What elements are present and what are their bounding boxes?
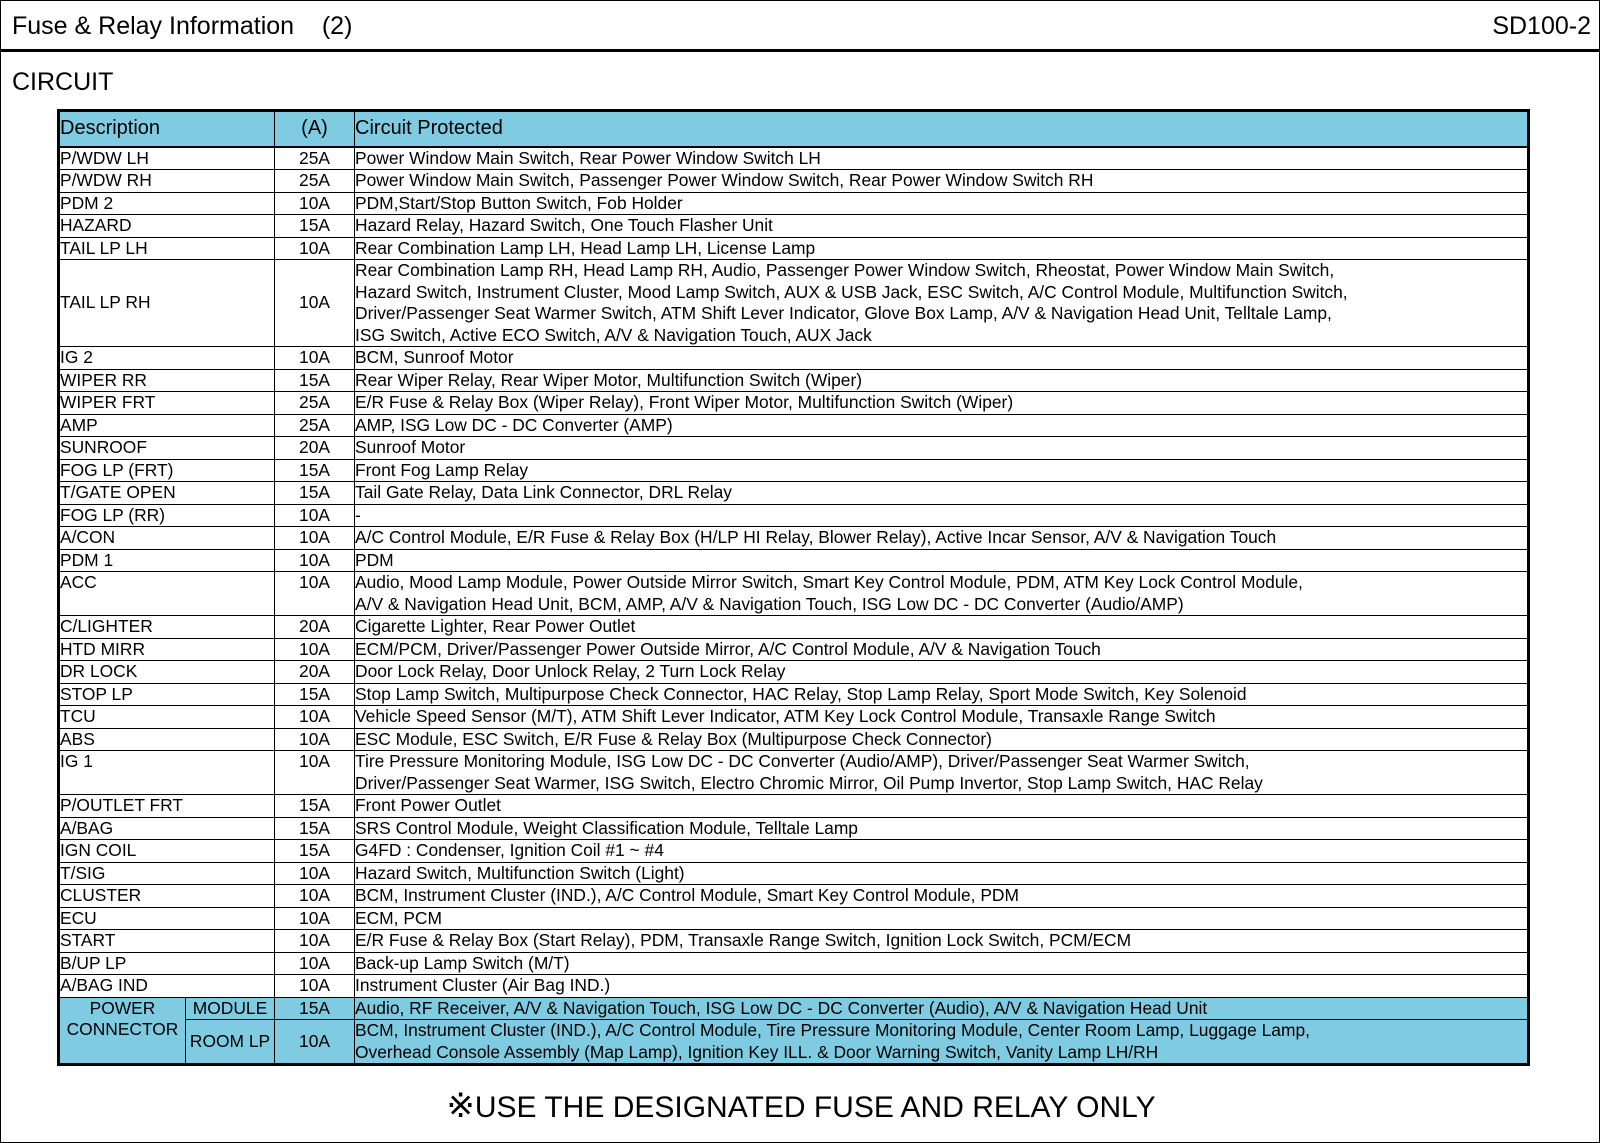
- circuit-protected: [355, 414, 1529, 437]
- circuit-line: Stop Lamp Switch, Multipurpose Check Connector, HAC Relay, Stop Lamp Relay, Sport Mode Switch, Key Solenoid: [355, 683, 1247, 704]
- fuse-amperage: 10A: [275, 638, 355, 661]
- table-row: [59, 414, 1529, 437]
- circuit-protected: [355, 482, 1529, 505]
- fuse-description: CLUSTER: [59, 885, 275, 908]
- circuit-line: Power Window Main Switch, Rear Power Window Switch LH: [355, 147, 821, 168]
- fuse-amperage: 10A: [275, 260, 355, 347]
- circuit-line: Overhead Console Assembly (Map Lamp), Ignition Key ILL. & Door Warning Switch, Vanity Lamp LH/RH: [355, 1041, 1159, 1062]
- circuit-line: BCM, Instrument Cluster (IND.), A/C Control Module, Tire Pressure Monitoring Module, Center Room Lamp, Luggage Lamp,: [355, 1020, 1310, 1040]
- circuit-protected: [355, 527, 1529, 550]
- circuit-protected: [355, 237, 1529, 260]
- table-row: [59, 504, 1529, 527]
- fuse-description: T/SIG: [59, 862, 275, 885]
- fuse-amperage: 15A: [275, 215, 355, 238]
- circuit-protected: [355, 459, 1529, 482]
- fuse-description: C/LIGHTER: [59, 616, 275, 639]
- table-row: [59, 527, 1529, 550]
- fuse-description: PDM 2: [59, 192, 275, 215]
- fuse-description: FOG LP (FRT): [59, 459, 275, 482]
- fuse-amperage: 20A: [275, 616, 355, 639]
- fuse-description: P/WDW RH: [59, 170, 275, 193]
- circuit-line: Hazard Switch, Instrument Cluster, Mood Lamp Switch, AUX & USB Jack, ESC Switch, A/C Control Module, Multifunction Switch,: [355, 281, 1348, 302]
- circuit-line: BCM, Instrument Cluster (IND.), A/C Control Module, Smart Key Control Module, PDM: [355, 885, 1019, 905]
- fuse-description: TCU: [59, 706, 275, 729]
- fuse-amperage: 25A: [275, 392, 355, 415]
- circuit-protected: [355, 795, 1529, 818]
- circuit-line: G4FD : Condenser, Ignition Coil #1 ~ #4: [355, 840, 664, 860]
- table-row: [59, 572, 1529, 616]
- table-row: [59, 661, 1529, 684]
- fuse-amperage: 15A: [275, 997, 355, 1020]
- circuit-protected: [355, 975, 1529, 998]
- fuse-amperage: 10A: [275, 862, 355, 885]
- table-row: [59, 260, 1529, 347]
- fuse-description: DR LOCK: [59, 661, 275, 684]
- circuit-line: ECM, PCM: [355, 907, 442, 928]
- circuit-line: PDM,Start/Stop Button Switch, Fob Holder: [355, 192, 683, 213]
- fuse-amperage: 20A: [275, 437, 355, 460]
- power-connector-sub: ROOM LP: [186, 1020, 275, 1065]
- table-row: [59, 975, 1529, 998]
- circuit-line: Front Power Outlet: [355, 795, 501, 815]
- circuit-protected: [355, 840, 1529, 863]
- fuse-description: T/GATE OPEN: [59, 482, 275, 505]
- table-row: [59, 437, 1529, 460]
- table-row: [59, 237, 1529, 260]
- table-row: [59, 215, 1529, 238]
- fuse-description: START: [59, 930, 275, 953]
- circuit-protected: [355, 549, 1529, 572]
- circuit-protected: [355, 728, 1529, 751]
- fuse-amperage: 10A: [275, 975, 355, 998]
- column-header-description: Description: [59, 111, 275, 147]
- circuit-protected: [355, 369, 1529, 392]
- circuit-protected: [355, 347, 1529, 370]
- table-row: [59, 459, 1529, 482]
- fuse-amperage: 10A: [275, 930, 355, 953]
- circuit-line: Hazard Switch, Multifunction Switch (Light): [355, 862, 685, 883]
- fuse-amperage: 10A: [275, 237, 355, 260]
- column-header-circuit: Circuit Protected: [355, 111, 1529, 147]
- circuit-line: Hazard Relay, Hazard Switch, One Touch Flasher Unit: [355, 215, 773, 235]
- fuse-amperage: 10A: [275, 952, 355, 975]
- circuit-protected: [355, 683, 1529, 706]
- circuit-line: A/V & Navigation Head Unit, BCM, AMP, A/V & Navigation Touch, ISG Low DC - DC Converter (Audio/AMP): [355, 593, 1184, 614]
- circuit-line: Rear Combination Lamp LH, Head Lamp LH, License Lamp: [355, 237, 816, 258]
- fuse-amperage: 15A: [275, 817, 355, 840]
- circuit-line: Tail Gate Relay, Data Link Connector, DRL Relay: [355, 482, 732, 502]
- fuse-amperage: 10A: [275, 885, 355, 908]
- circuit-protected: [355, 1020, 1529, 1065]
- circuit-line: Rear Combination Lamp RH, Head Lamp RH, Audio, Passenger Power Window Switch, Rheostat, Power Window Main Switch,: [355, 260, 1335, 280]
- circuit-protected: [355, 572, 1529, 616]
- table-row: [59, 907, 1529, 930]
- circuit-protected: [355, 437, 1529, 460]
- circuit-line: -: [355, 504, 361, 525]
- circuit-line: Cigarette Lighter, Rear Power Outlet: [355, 616, 636, 636]
- table-row: [59, 862, 1529, 885]
- table-row: [59, 170, 1529, 193]
- table-row: [59, 392, 1529, 415]
- fuse-description: A/BAG: [59, 817, 275, 840]
- circuit-protected: [355, 862, 1529, 885]
- circuit-protected: [355, 885, 1529, 908]
- page-code: SD100-2: [1492, 12, 1591, 40]
- fuse-amperage: 15A: [275, 482, 355, 505]
- power-connector-sub: MODULE: [186, 997, 275, 1020]
- fuse-table: [57, 109, 1530, 1066]
- table-header-row: [59, 111, 1529, 147]
- circuit-line: E/R Fuse & Relay Box (Wiper Relay), Front Wiper Motor, Multifunction Switch (Wiper): [355, 392, 1014, 412]
- circuit-line: ISG Switch, Active ECO Switch, A/V & Navigation Touch, AUX Jack: [355, 324, 872, 345]
- power-connector-row: [59, 997, 1529, 1020]
- table-row: [59, 616, 1529, 639]
- circuit-line: Driver/Passenger Seat Warmer, ISG Switch, Electro Chromic Mirror, Oil Pump Invertor, Stop Lamp Switch, HAC Relay: [355, 772, 1263, 793]
- circuit-protected: [355, 260, 1529, 347]
- fuse-description: WIPER FRT: [59, 392, 275, 415]
- circuit-protected: [355, 192, 1529, 215]
- section-title: CIRCUIT: [12, 68, 114, 96]
- table-row: [59, 683, 1529, 706]
- fuse-description: HTD MIRR: [59, 638, 275, 661]
- fuse-description: AMP: [59, 414, 275, 437]
- circuit-protected: [355, 952, 1529, 975]
- fuse-amperage: 15A: [275, 795, 355, 818]
- column-header-amp: (A): [275, 111, 355, 147]
- table-row: [59, 885, 1529, 908]
- fuse-description: P/OUTLET FRT: [59, 795, 275, 818]
- circuit-line: Audio, Mood Lamp Module, Power Outside Mirror Switch, Smart Key Control Module, PDM, ATM Key Lock Control Module,: [355, 572, 1303, 592]
- circuit-protected: [355, 706, 1529, 729]
- fuse-description: P/WDW LH: [59, 147, 275, 170]
- circuit-line: A/C Control Module, E/R Fuse & Relay Box (H/LP HI Relay, Blower Relay), Active Incar Sensor, A/V & Navigation Touch: [355, 527, 1277, 547]
- circuit-protected: [355, 997, 1529, 1020]
- power-connector-label-line: CONNECTOR: [66, 1019, 179, 1039]
- fuse-description: PDM 1: [59, 549, 275, 572]
- circuit-protected: [355, 147, 1529, 170]
- fuse-description: B/UP LP: [59, 952, 275, 975]
- fuse-description: IGN COIL: [59, 840, 275, 863]
- fuse-description: WIPER RR: [59, 369, 275, 392]
- fuse-description: HAZARD: [59, 215, 275, 238]
- table-row: [59, 817, 1529, 840]
- circuit-protected: [355, 215, 1529, 238]
- fuse-amperage: 15A: [275, 683, 355, 706]
- fuse-amperage: 10A: [275, 751, 355, 795]
- circuit-line: Audio, RF Receiver, A/V & Navigation Touch, ISG Low DC - DC Converter (Audio), A/V & Navigation Head Unit: [355, 997, 1208, 1018]
- circuit-line: BCM, Sunroof Motor: [355, 347, 514, 367]
- fuse-description: SUNROOF: [59, 437, 275, 460]
- footer-note: [1, 1086, 1600, 1126]
- fuse-description: STOP LP: [59, 683, 275, 706]
- fuse-amperage: 10A: [275, 347, 355, 370]
- table-row: [59, 751, 1529, 795]
- fuse-description: TAIL LP LH: [59, 237, 275, 260]
- table-row: [59, 728, 1529, 751]
- power-connector-label: [59, 997, 186, 1065]
- circuit-protected: [355, 616, 1529, 639]
- circuit-line: Sunroof Motor: [355, 437, 466, 457]
- page-title: Fuse & Relay Information (2): [12, 12, 353, 40]
- table-row: [59, 638, 1529, 661]
- table-row: [59, 795, 1529, 818]
- circuit-line: ECM/PCM, Driver/Passenger Power Outside Mirror, A/C Control Module, A/V & Navigation Touch: [355, 638, 1101, 659]
- fuse-amperage: 10A: [275, 527, 355, 550]
- fuse-amperage: 10A: [275, 706, 355, 729]
- fuse-amperage: 15A: [275, 459, 355, 482]
- circuit-line: Instrument Cluster (Air Bag IND.): [355, 975, 611, 995]
- table-row: [59, 369, 1529, 392]
- circuit-line: Door Lock Relay, Door Unlock Relay, 2 Turn Lock Relay: [355, 661, 786, 681]
- fuse-table-body: [59, 147, 1529, 1065]
- footer-text: USE THE DESIGNATED FUSE AND RELAY ONLY: [474, 1091, 1156, 1124]
- fuse-description: A/CON: [59, 527, 275, 550]
- circuit-line: ESC Module, ESC Switch, E/R Fuse & Relay Box (Multipurpose Check Connector): [355, 728, 992, 749]
- fuse-amperage: 25A: [275, 170, 355, 193]
- reference-mark-icon: ※: [446, 1087, 475, 1125]
- fuse-amperage: 10A: [275, 549, 355, 572]
- fuse-description: IG 1: [59, 751, 275, 795]
- circuit-line: E/R Fuse & Relay Box (Start Relay), PDM, Transaxle Range Switch, Ignition Lock Switch, PCM/ECM: [355, 930, 1132, 950]
- fuse-amperage: 10A: [275, 728, 355, 751]
- table-row: [59, 930, 1529, 953]
- circuit-line: Power Window Main Switch, Passenger Power Window Switch, Rear Power Window Switch RH: [355, 170, 1094, 190]
- circuit-protected: [355, 817, 1529, 840]
- fuse-description: ACC: [59, 572, 275, 616]
- power-connector-label-line: POWER: [89, 997, 156, 1018]
- circuit-protected: [355, 504, 1529, 527]
- circuit-line: Back-up Lamp Switch (M/T): [355, 952, 570, 973]
- circuit-line: Rear Wiper Relay, Rear Wiper Motor, Multifunction Switch (Wiper): [355, 369, 863, 390]
- fuse-description: ABS: [59, 728, 275, 751]
- table-row: [59, 952, 1529, 975]
- circuit-protected: [355, 907, 1529, 930]
- fuse-amperage: 10A: [275, 907, 355, 930]
- circuit-protected: [355, 170, 1529, 193]
- circuit-protected: [355, 751, 1529, 795]
- fuse-amperage: 20A: [275, 661, 355, 684]
- circuit-line: Vehicle Speed Sensor (M/T), ATM Shift Lever Indicator, ATM Key Lock Control Module, Transaxle Range Switch: [355, 706, 1216, 726]
- circuit-line: AMP, ISG Low DC - DC Converter (AMP): [355, 414, 673, 435]
- table-row: [59, 840, 1529, 863]
- fuse-amperage: 10A: [275, 1020, 355, 1065]
- circuit-line: Driver/Passenger Seat Warmer Switch, ATM Shift Lever Indicator, Glove Box Lamp, A/V & Navigation Head Unit, Telltale Lamp,: [355, 303, 1332, 323]
- power-connector-row: [59, 1020, 1529, 1065]
- fuse-description: ECU: [59, 907, 275, 930]
- table-row: [59, 347, 1529, 370]
- circuit-line: Tire Pressure Monitoring Module, ISG Low DC - DC Converter (Audio/AMP), Driver/Passenger Seat Warmer Switch,: [355, 751, 1250, 771]
- fuse-amperage: 25A: [275, 414, 355, 437]
- table-row: [59, 706, 1529, 729]
- fuse-description: IG 2: [59, 347, 275, 370]
- fuse-amperage: 25A: [275, 147, 355, 170]
- fuse-description: A/BAG IND: [59, 975, 275, 998]
- circuit-protected: [355, 392, 1529, 415]
- fuse-amperage: 15A: [275, 840, 355, 863]
- circuit-protected: [355, 661, 1529, 684]
- fuse-amperage: 10A: [275, 504, 355, 527]
- table-row: [59, 192, 1529, 215]
- fuse-amperage: 15A: [275, 369, 355, 392]
- fuse-amperage: 10A: [275, 572, 355, 616]
- circuit-line: Front Fog Lamp Relay: [355, 459, 529, 480]
- circuit-line: PDM: [355, 549, 394, 570]
- fuse-description: FOG LP (RR): [59, 504, 275, 527]
- table-row: [59, 482, 1529, 505]
- page-header: [1, 1, 1600, 52]
- fuse-description: TAIL LP RH: [59, 260, 275, 347]
- circuit-protected: [355, 638, 1529, 661]
- table-row: [59, 147, 1529, 170]
- circuit-line: SRS Control Module, Weight Classification Module, Telltale Lamp: [355, 817, 858, 838]
- table-row: [59, 549, 1529, 572]
- circuit-protected: [355, 930, 1529, 953]
- fuse-amperage: 10A: [275, 192, 355, 215]
